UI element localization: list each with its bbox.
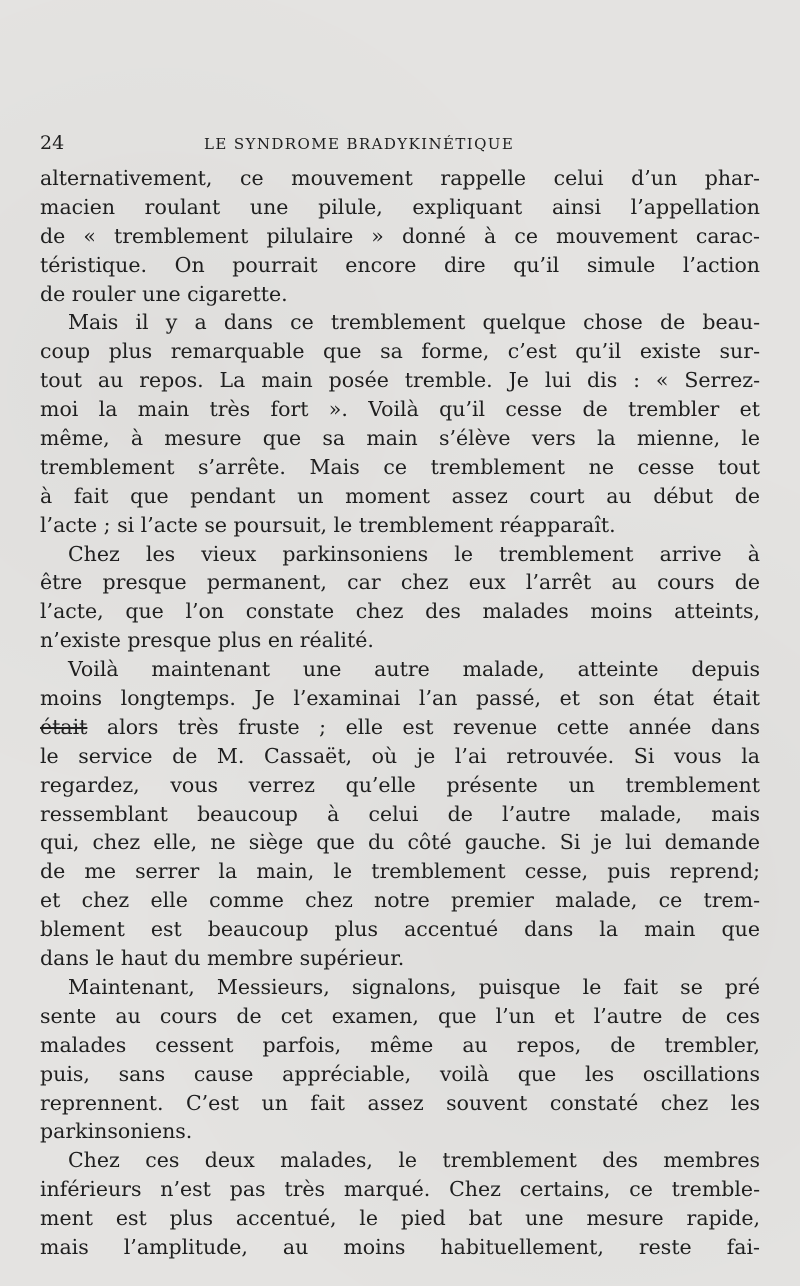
text-line: alternativement, ce mouvement rappelle celui d’un phar-	[40, 166, 760, 190]
text-line: être presque permanent, car chez eux l’arrêt au cours de	[40, 570, 760, 595]
text-line: de me serrer la main, le tremblement cesse, puis reprend;	[40, 859, 760, 884]
text-line: macien roulant une pilule, expliquant ainsi l’appellation	[40, 194, 760, 219]
text-line: inférieurs n’est pas très marqué. Chez certains, ce tremble-	[40, 1177, 760, 1202]
text-line: et chez elle comme chez notre premier malade, ce trem-	[40, 888, 760, 913]
text-line: tout au repos. La main posée tremble. Je lui dis : « Serrez-	[40, 368, 760, 393]
text-line: n’existe presque plus en réalité.	[40, 628, 374, 653]
text-line: l’acte, que l’on constate chez des malades moins atteints,	[40, 599, 760, 624]
text-line: Chez les vieux parkinsoniens le tremblement arrive à	[68, 541, 760, 566]
text-line-with-strikethrough	[40, 713, 760, 742]
text-line: de « tremblement pilulaire » donné à ce mouvement carac-	[40, 223, 760, 248]
text-line: puis, sans cause appréciable, voilà que les oscillations	[40, 1061, 760, 1086]
text-line: regardez, vous verrez qu’elle présente un tremblement	[40, 772, 760, 797]
text-line: ressemblant beaucoup à celui de l’autre malade, mais	[40, 801, 760, 826]
text-line: tremblement s’arrête. Mais ce tremblement ne cesse tout	[40, 454, 760, 479]
text-line: moins longtemps. Je l’examinai l’an passé, et son état était	[40, 686, 760, 711]
text-line: moi la main très fort ». Voilà qu’il cesse de trembler et	[40, 397, 760, 422]
body-text	[40, 164, 760, 1262]
text-line: sente au cours de cet examen, que l’un et l’autre de ces	[40, 1003, 760, 1028]
text-line: Maintenant, Messieurs, signalons, puisque le fait se pré	[68, 974, 760, 999]
text-line: reprennent. C’est un fait assez souvent constaté chez les	[40, 1090, 760, 1115]
page-number: 24	[40, 132, 65, 154]
text-line: Chez ces deux malades, le tremblement des membres	[68, 1148, 760, 1173]
text-line: ment est plus accentué, le pied bat une mesure rapide,	[40, 1206, 760, 1231]
text-line: coup plus remarquable que sa forme, c’est qu’il existe sur-	[40, 339, 760, 364]
text-line: dans le haut du membre supérieur.	[40, 946, 405, 971]
text-line: à fait que pendant un moment assez court au début de	[40, 483, 760, 508]
text-line: l’acte ; si l’acte se poursuit, le tremblement réapparaît.	[40, 512, 616, 537]
text-line: blement est beaucoup plus accentué dans la main que	[40, 917, 760, 942]
text-line: Mais il y a dans ce tremblement quelque chose de beau-	[68, 310, 760, 335]
text-line: malades cessent parfois, même au repos, de trembler,	[40, 1032, 760, 1057]
text-line: parkinsoniens.	[40, 1119, 193, 1144]
text-line: de rouler une cigarette.	[40, 281, 288, 306]
text-line: mais l’amplitude, au moins habituellement, reste fai-	[40, 1234, 760, 1259]
text-line: Voilà maintenant une autre malade, atteinte depuis	[68, 657, 760, 682]
running-title: LE SYNDROME BRADYKINÉTIQUE	[204, 135, 515, 153]
text-line: même, à mesure que sa main s’élève vers la mienne, le	[40, 426, 760, 451]
text-fragment: alors très fruste ; elle est revenue cette année dans	[87, 714, 760, 739]
running-header	[40, 132, 760, 156]
text-line: le service de M. Cassaët, où je l’ai retrouvée. Si vous la	[40, 743, 760, 768]
text-line: téristique. On pourrait encore dire qu’il simule l’action	[40, 252, 760, 277]
struck-word: était	[40, 714, 88, 739]
text-line: qui, chez elle, ne siège que du côté gauche. Si je lui demande	[40, 830, 760, 855]
